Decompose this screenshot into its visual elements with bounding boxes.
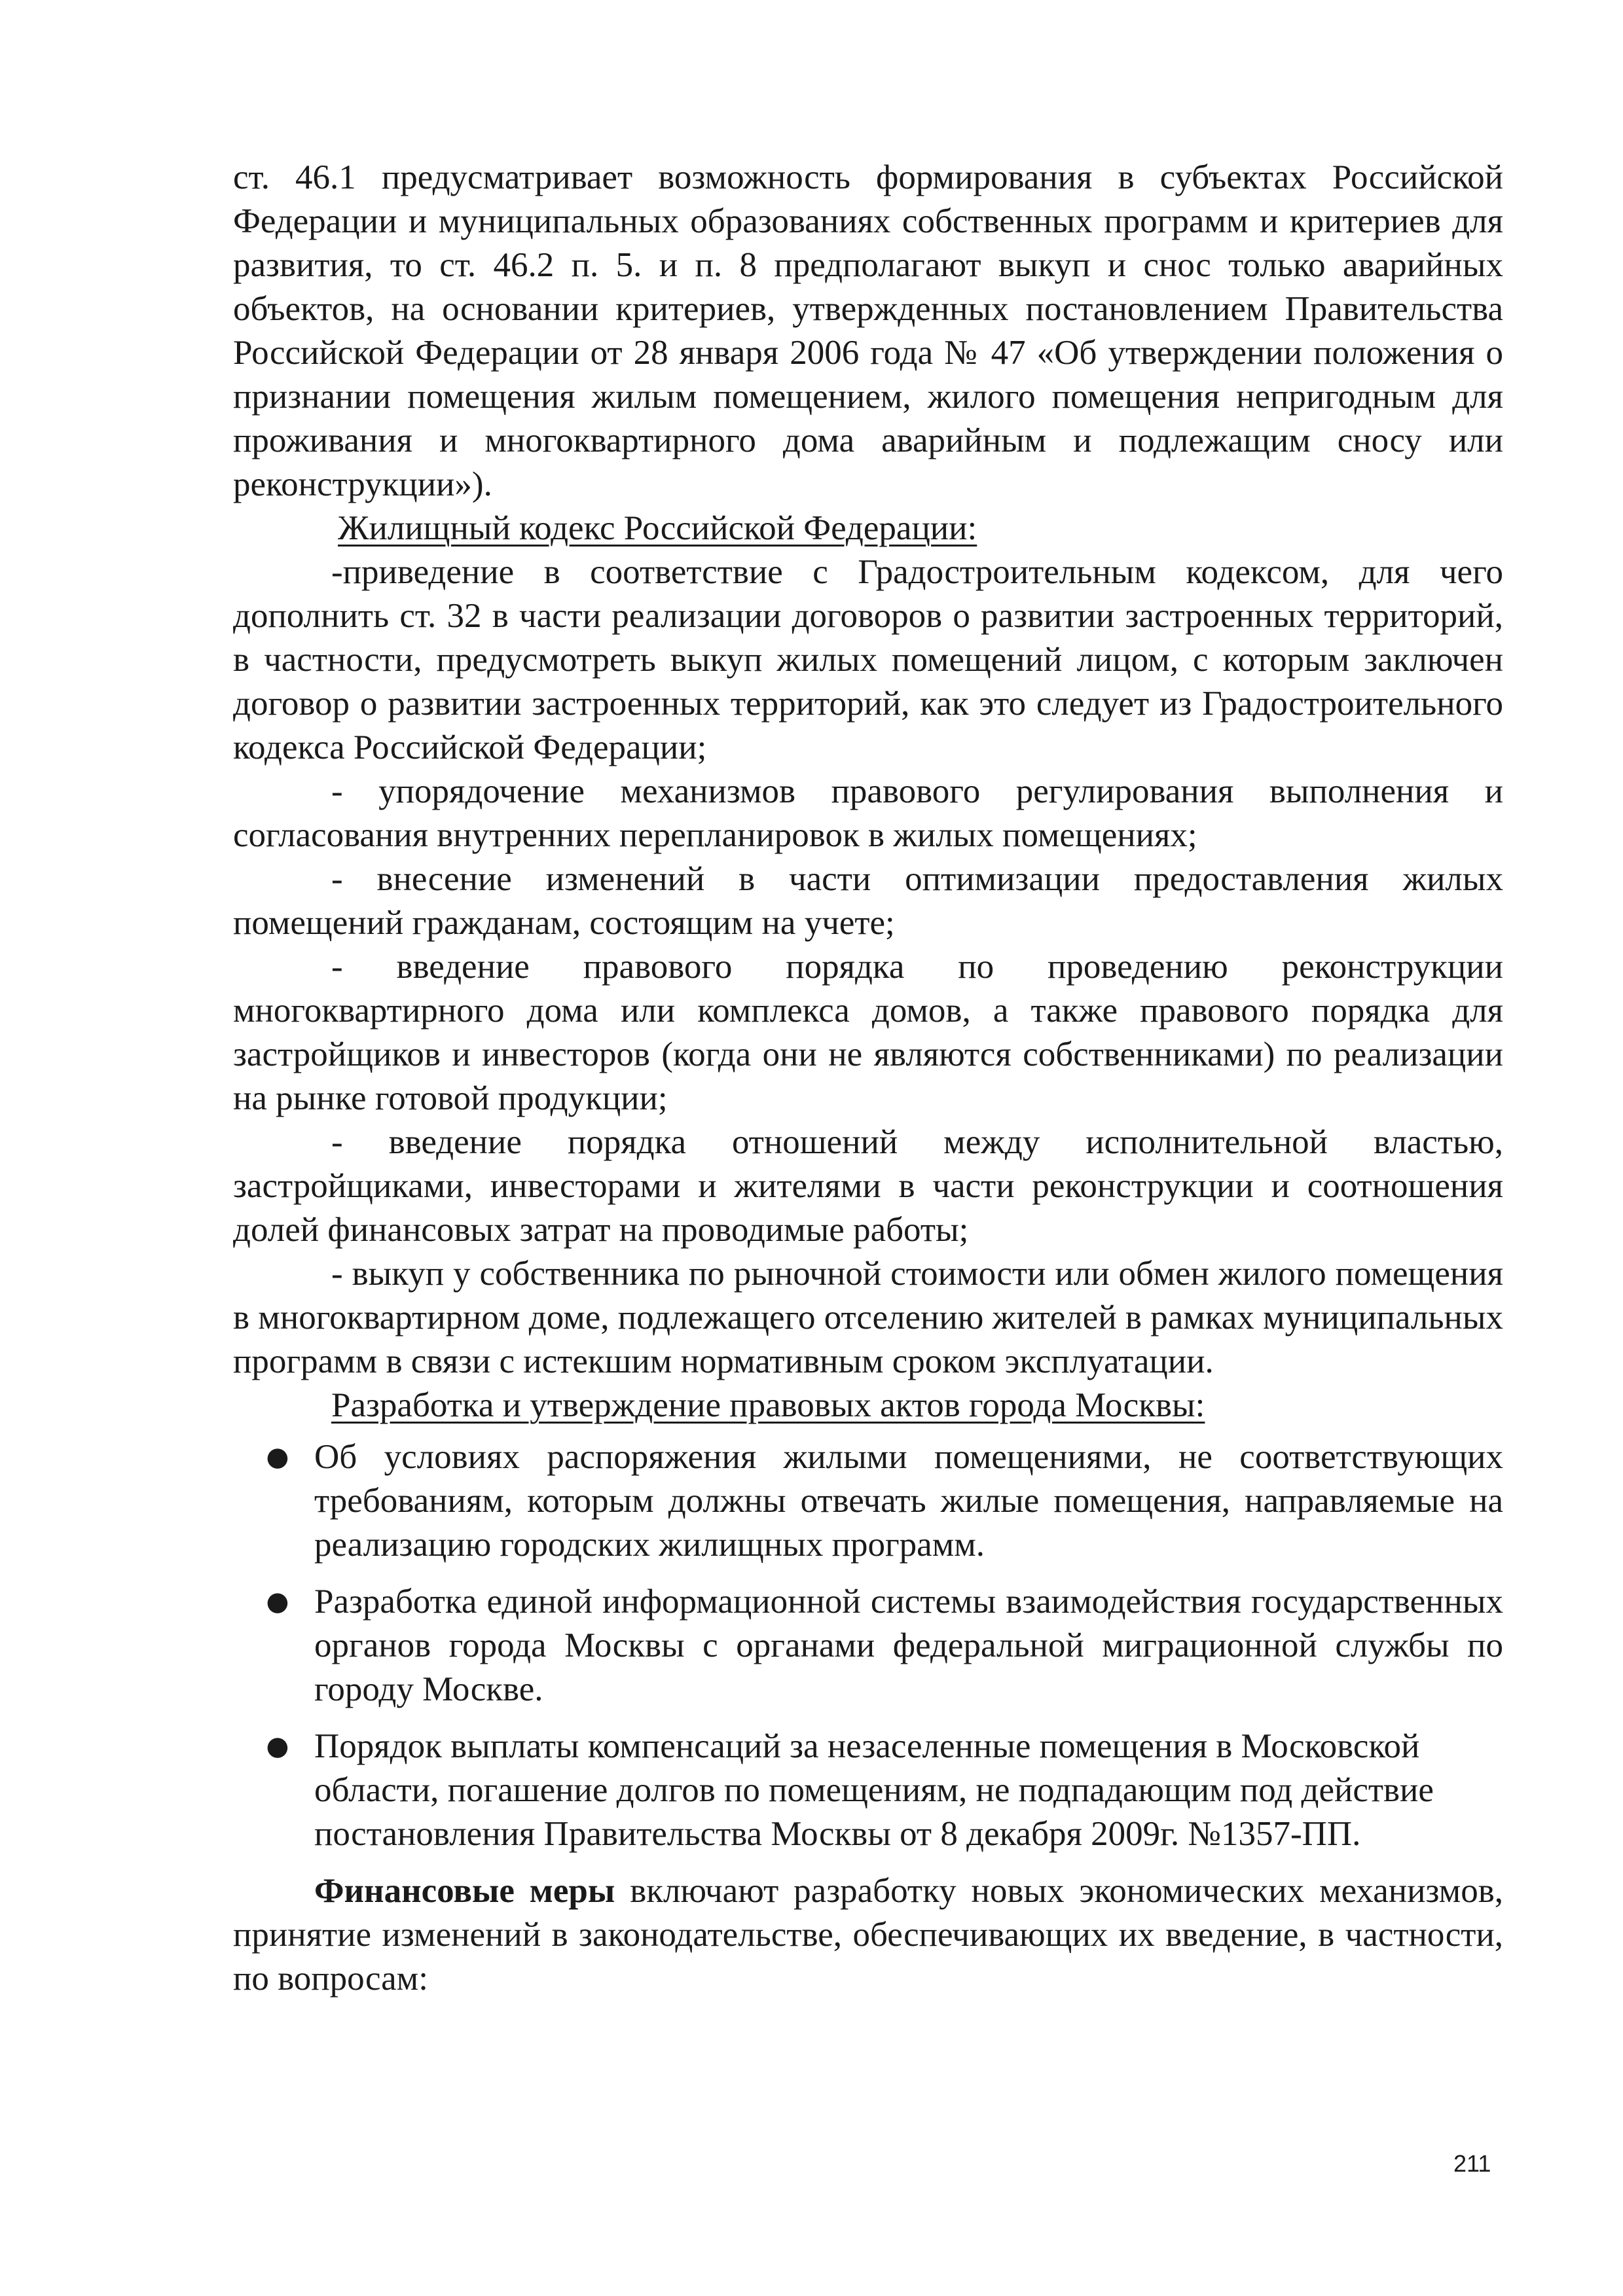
housing-code-heading: [233, 507, 1503, 550]
moscow-acts-heading-text: Разработка и утверждение правовых актов города Москвы:: [331, 1386, 1205, 1424]
list-item: [233, 1435, 1503, 1567]
finance-text: включают разработку новых экономических механизмов, принятие изменений в законодательстве, обеспечивающих их введение, в частности, по вопросам:: [233, 1872, 1503, 1998]
housing-code-item: - упорядочение механизмов правового регулирования выполнения и согласования внутренних перепланировок в жилых помещениях;: [233, 772, 1503, 854]
finance-bold-term: Финансовые меры: [314, 1872, 615, 1910]
housing-code-item: - введение правового порядка по проведению реконструкции многоквартирного дома или комплекса домов, а также правового порядка для застройщиков и инвесторов (когда они не являются собственниками) по реализации на рынке готовой продукции;: [233, 948, 1503, 1117]
housing-code-heading-text: Жилищный кодекс Российской Федерации:: [338, 509, 977, 547]
moscow-acts-heading: [233, 1384, 1503, 1427]
housing-code-item: - выкуп у собственника по рыночной стоимости или обмен жилого помещения в многоквартирном доме, подлежащего отселению жителей в рамках муниципальных программ в связи с истекшим нормативным сроком эксплуатации.: [233, 1255, 1503, 1380]
finance-paragraph: [233, 1869, 1503, 2001]
intro-paragraph: ст. 46.1 предусматривает возможность формирования в субъектах Российской Федерации и муниципальных образованиях собственных программ и критериев для развития, то ст. 46.2 п. 5. и п. 8 предполагают выкуп и снос только аварийных объектов, на основании критериев, утвержденных постановлением Правительства Российской Федерации от 28 января 2006 года № 47 «Об утверждении положения о признании помещения жилым помещением, жилого помещения непригодным для проживания и многоквартирного дома аварийным и подлежащим сносу или реконструкции»).: [233, 158, 1503, 503]
list-item-text: Разработка единой информационной системы взаимодействия государственных органов города Москвы с органами федеральной миграционной службы по городу Москве.: [314, 1583, 1503, 1708]
housing-code-item: - введение порядка отношений между исполнительной властью, застройщиками, инвесторами и жителями в части реконструкции и соотношения долей финансовых затрат на проводимые работы;: [233, 1123, 1503, 1249]
bullet-icon: ●: [266, 1587, 289, 1617]
list-item-text: Порядок выплаты компенсаций за незаселенные помещения в Московской области, погашение долгов по помещениям, не подпадающим под действие постановления Правительства Москвы от 8 декабря 2009г. №1357-ПП.: [314, 1727, 1434, 1853]
bullet-icon: ●: [266, 1731, 289, 1761]
moscow-acts-list: [233, 1435, 1503, 1856]
document-body: [233, 156, 1503, 2001]
list-item-text: Об условиях распоряжения жилыми помещениями, не соответствующих требованиям, которым должны отвечать жилые помещения, направляемые на реализацию городских жилищных программ.: [314, 1438, 1503, 1564]
housing-code-item: -приведение в соответствие с Градостроительным кодексом, для чего дополнить ст. 32 в части реализации договоров о развитии застроенных территорий, в частности, предусмотреть выкуп жилых помещений лицом, с которым заключен договор о развитии застроенных территорий, как это следует из Градостроительного кодекса Российской Федерации;: [233, 553, 1503, 766]
bullet-icon: ●: [266, 1442, 289, 1472]
page-number: 211: [1453, 2150, 1491, 2177]
housing-code-item: - внесение изменений в части оптимизации предоставления жилых помещений гражданам, состоящим на учете;: [233, 860, 1503, 942]
list-item: [233, 1580, 1503, 1712]
list-item: [233, 1725, 1503, 1856]
